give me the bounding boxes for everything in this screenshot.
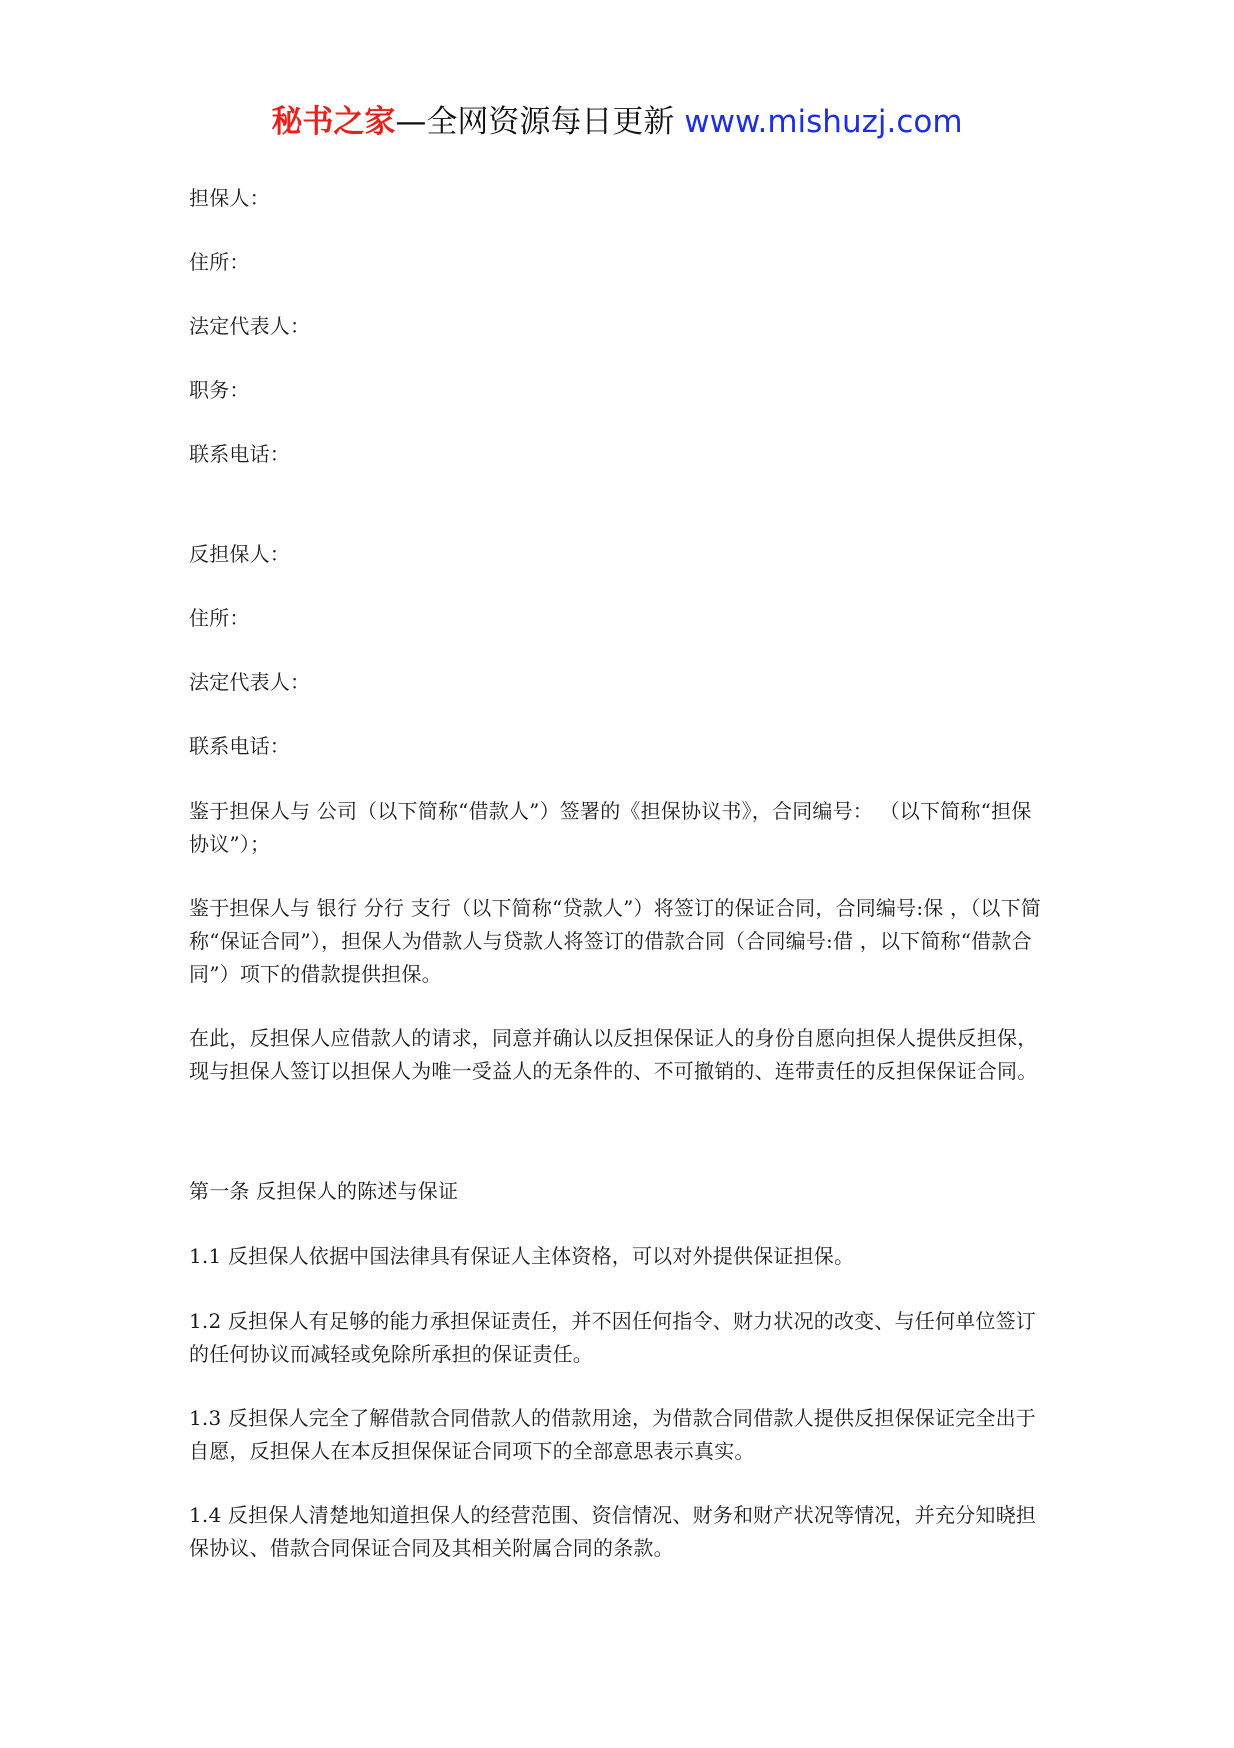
recital-surety-contract: 鉴于担保人与 银行 分行 支行（以下简称“贷款人”）将签订的保证合同，合同编号:保 ，（以下简称“保证合同”），担保人为借款人与贷款人将签订的借款合同（合同编号:借 ，以下简称“借款合同”）项下的借款提供担保。 <box>189 896 1042 986</box>
counter-guarantor-address-label: 住所： <box>189 606 250 630</box>
clause-1-2: 1.2 反担保人有足够的能力承担保证责任，并不因任何指令、财力状况的改变、与任何单位签订的任何协议而减轻或免除所承担的保证责任。 <box>189 1309 1036 1366</box>
clause-1-4: 1.4 反担保人清楚地知道担保人的经营范围、资信情况、财务和财产状况等情况，并充分知晓担保协议、借款合同保证合同及其相关附属合同的条款。 <box>189 1503 1036 1560</box>
guarantor-label: 担保人： <box>189 186 270 210</box>
site-brand: 秘书之家 <box>271 104 396 140</box>
site-slogan: —全网资源每日更新 <box>395 104 675 140</box>
counter-guarantor-phone-label: 联系电话： <box>189 734 290 758</box>
article-1-heading: 第一条 反担保人的陈述与保证 <box>189 1179 459 1203</box>
clause-1-1: 1.1 反担保人依据中国法律具有保证人主体资格，可以对外提供保证担保。 <box>189 1244 855 1268</box>
guarantor-address-label: 住所： <box>189 250 250 274</box>
guarantor-legal-rep-label: 法定代表人： <box>189 314 311 338</box>
recital-guarantee-agreement: 鉴于担保人与 公司（以下简称“借款人”）签署的《担保协议书》，合同编号： （以下简称“担保协议”）； <box>189 799 1032 856</box>
counter-guarantor-label: 反担保人： <box>189 542 290 566</box>
guarantor-phone-label: 联系电话： <box>189 442 290 466</box>
clause-1-3: 1.3 反担保人完全了解借款合同借款人的借款用途，为借款合同借款人提供反担保保证完全出于自愿，反担保人在本反担保保证合同项下的全部意思表示真实。 <box>189 1406 1036 1463</box>
counter-guarantor-legal-rep-label: 法定代表人： <box>189 670 311 694</box>
recital-counter-guarantee: 在此，反担保人应借款人的请求，同意并确认以反担保保证人的身份自愿向担保人提供反担保，现与担保人签订以担保人为唯一受益人的无条件的、不可撤销的、连带责任的反担保保证合同。 <box>189 1026 1038 1083</box>
guarantor-position-label: 职务： <box>189 378 250 402</box>
site-header <box>0 102 1234 142</box>
site-url-link[interactable]: www.mishuzj.com <box>674 104 963 140</box>
